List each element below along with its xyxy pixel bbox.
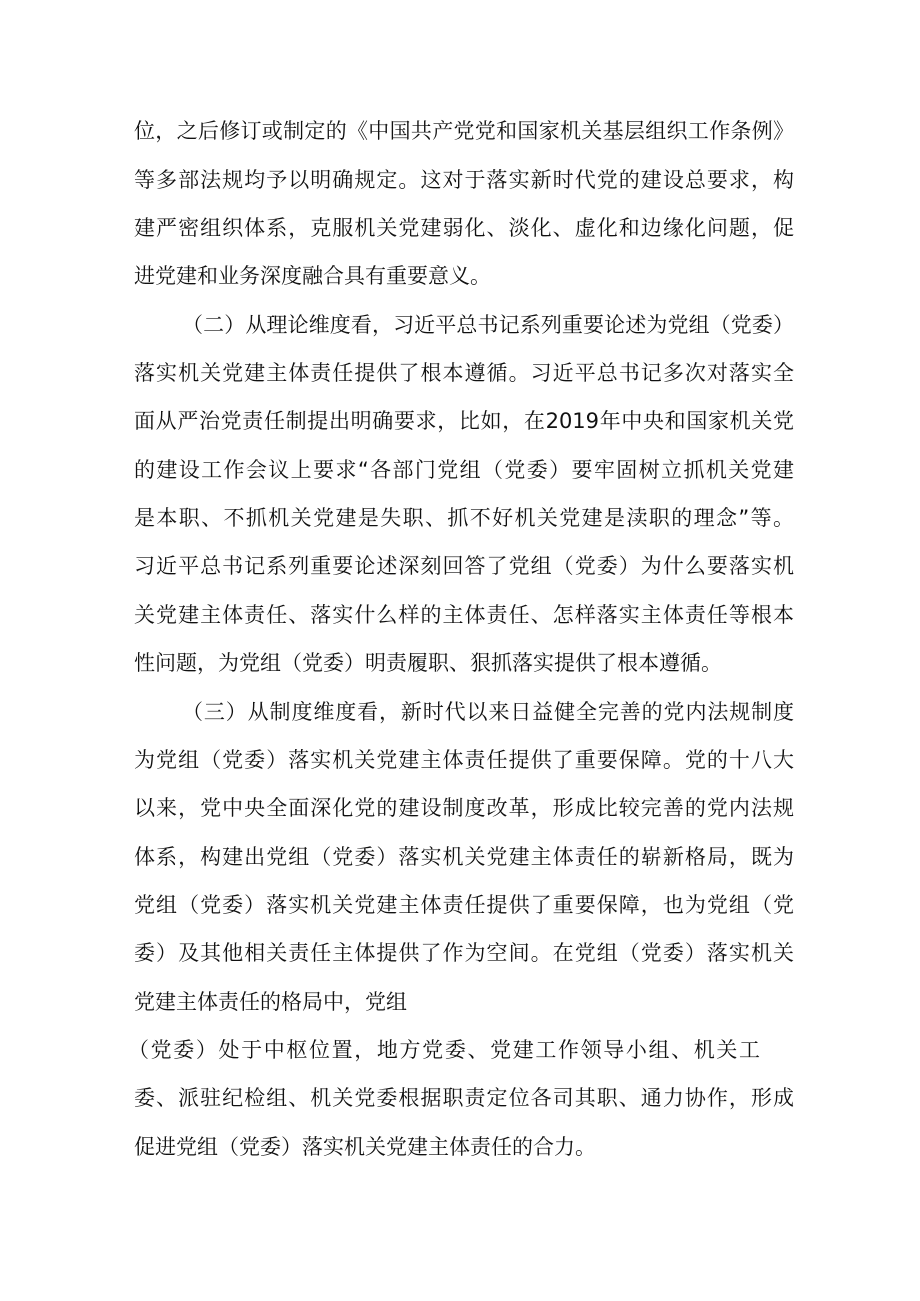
text-line: 习近平总书记系列重要论述深刻回答了党组（党委）为什么要落实机 (134, 554, 794, 578)
text-line: （二）从理论维度看，习近平总书记系列重要论述为党组（党委） (182, 313, 794, 337)
text-line: 委、派驻纪检组、机关党委根据职责定位各司其职、通力协作，形成 (134, 1086, 794, 1110)
text-line: （党委）处于中枢位置，地方党委、党建工作领导小组、机关工 (128, 1038, 760, 1062)
text-line: 面从严治党责任制提出明确要求，比如，在2019年中央和国家机关党 (134, 409, 794, 433)
text-line: （三）从制度维度看，新时代以来日益健全完善的党内法规制度 (182, 700, 794, 724)
text-line: 是本职、不抓机关党建是失职、抓不好机关党建是渎职的理念”等。 (134, 506, 794, 530)
text-line: 委）及其他相关责任主体提供了作为空间。在党组（党委）落实机关 (134, 941, 794, 965)
text-line: 党建主体责任的格局中，党组 (134, 990, 407, 1014)
text-line: 党组（党委）落实机关党建主体责任提供了重要保障，也为党组（党 (134, 893, 794, 917)
text-line: 以来，党中央全面深化党的建设制度改革，形成比较完善的党内法规 (134, 796, 794, 820)
text-line: 的建设工作会议上要求“各部门党组（党委）要牢固树立抓机关党建 (134, 458, 794, 482)
text-line: 进党建和业务深度融合具有重要意义。 (134, 264, 491, 288)
text-line: 促进党组（党委）落实机关党建主体责任的合力。 (134, 1135, 596, 1159)
text-line: 性问题，为党组（党委）明责履职、狠抓落实提供了根本遵循。 (134, 651, 722, 675)
text-line: 位，之后修订或制定的《中国共产党党和国家机关基层组织工作条例》 (134, 119, 794, 143)
text-line: 体系，构建出党组（党委）落实机关党建主体责任的崭新格局，既为 (134, 845, 794, 869)
text-line: 为党组（党委）落实机关党建主体责任提供了重要保障。党的十八大 (134, 748, 794, 772)
text-line: 关党建主体责任、落实什么样的主体责任、怎样落实主体责任等根本 (134, 603, 794, 627)
text-line: 等多部法规均予以明确规定。这对于落实新时代党的建设总要求，构 (134, 168, 794, 192)
text-line: 建严密组织体系，克服机关党建弱化、淡化、虚化和边缘化问题，促 (134, 216, 794, 240)
text-line: 落实机关党建主体责任提供了根本遵循。习近平总书记多次对落实全 (134, 361, 794, 385)
